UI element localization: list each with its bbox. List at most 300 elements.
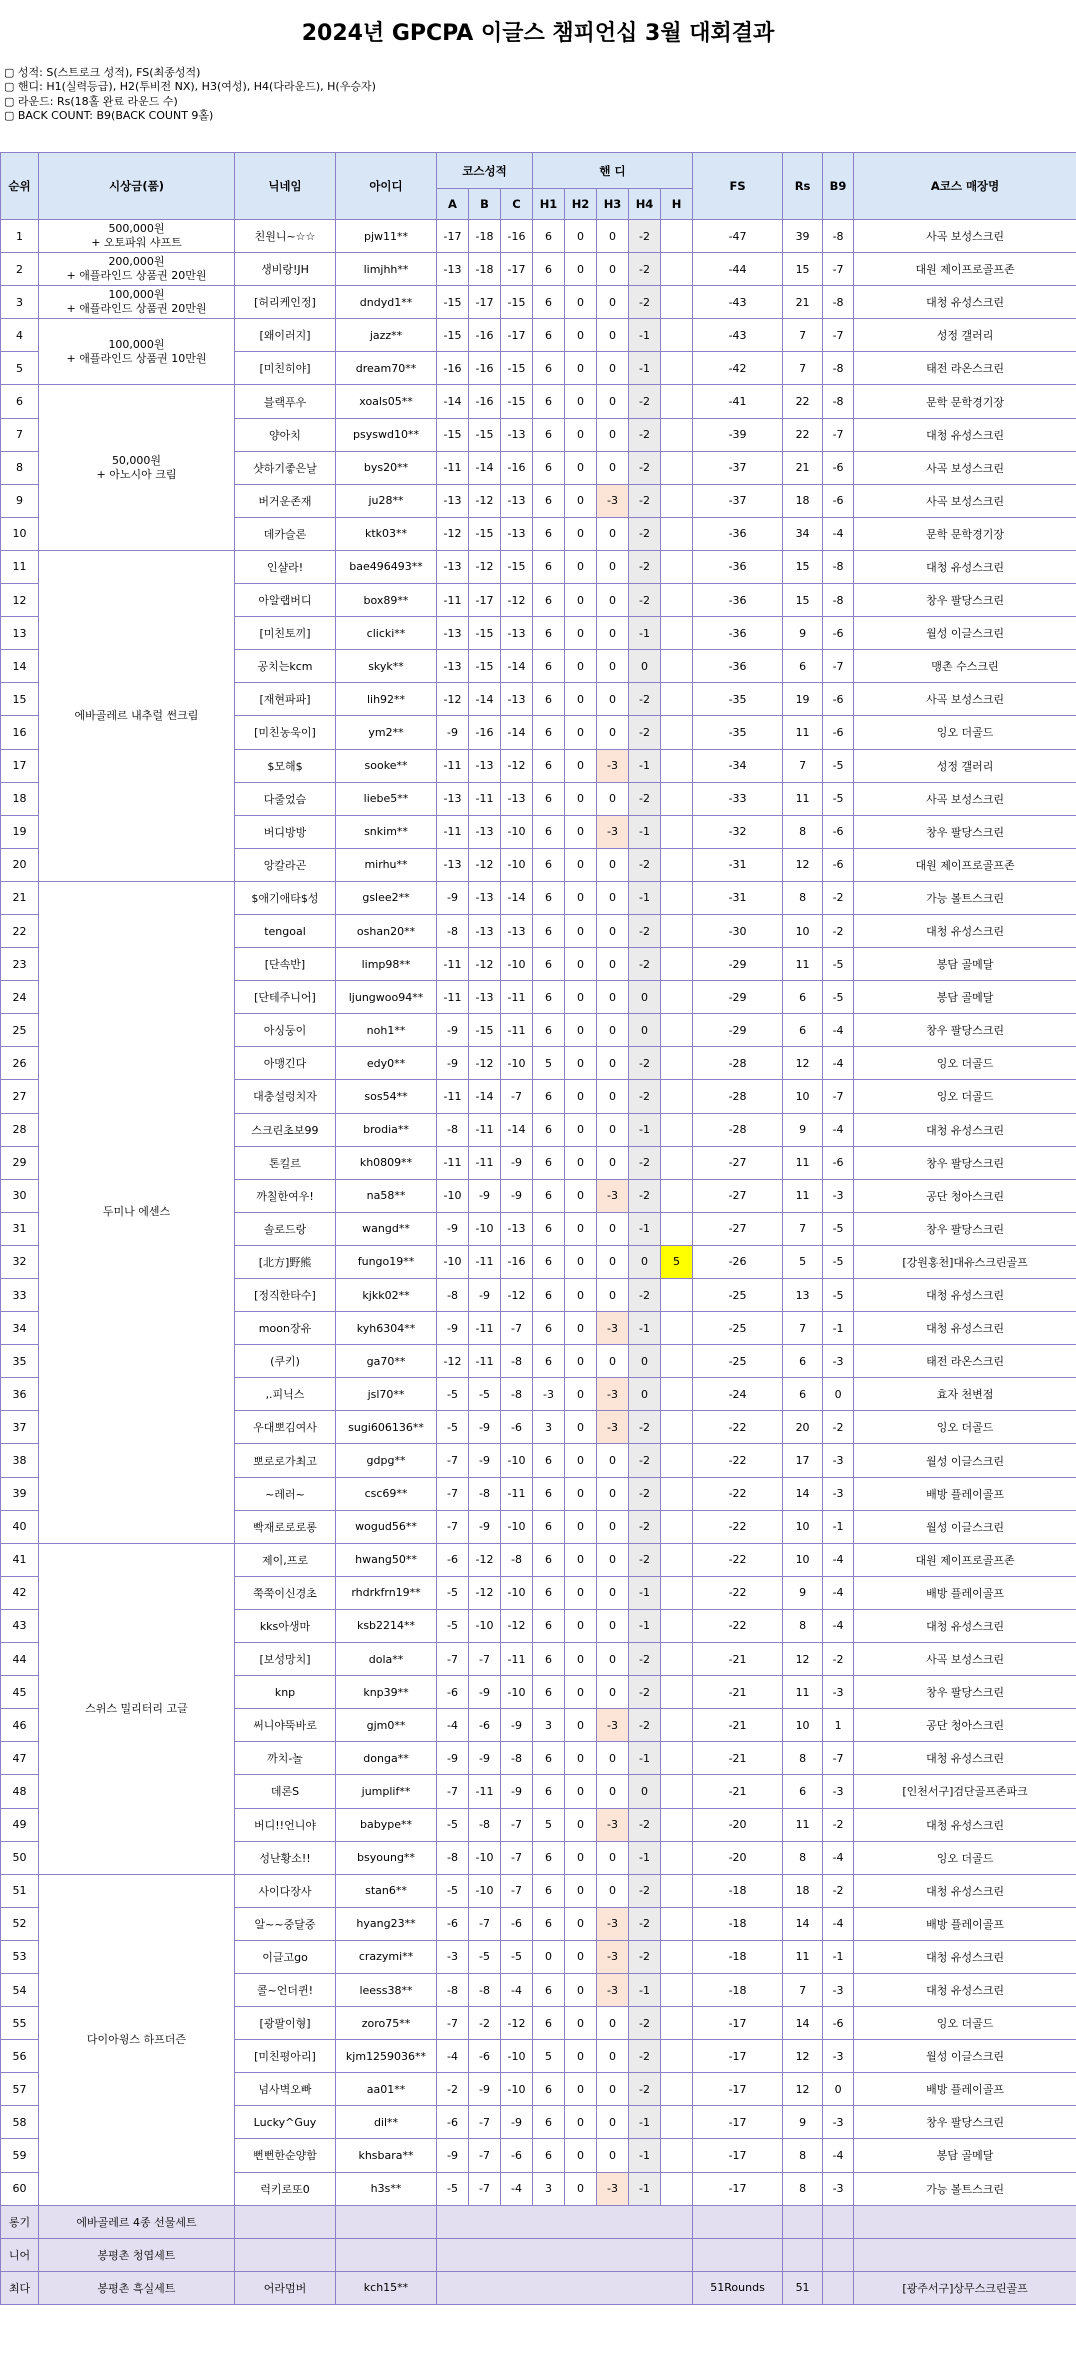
h-cell [661,1378,693,1411]
h2-cell: 0 [565,749,597,782]
rank-cell: 35 [1,1345,39,1378]
h4-cell: -2 [629,1080,661,1113]
h4-cell: -1 [629,815,661,848]
rs-cell: 7 [783,1973,823,2006]
nick-cell: 아맹긴다 [235,1047,336,1080]
id-cell: dndyd1** [336,286,437,319]
a-cell: -11 [437,451,469,484]
store-cell: 대청 유성스크린 [854,1609,1076,1642]
rs-cell: 6 [783,981,823,1014]
c-cell: -6 [501,1907,533,1940]
id-cell: donga** [336,1742,437,1775]
c-cell: -9 [501,1775,533,1808]
rank-cell: 12 [1,584,39,617]
b-cell: -8 [469,1477,501,1510]
h-cell [661,1047,693,1080]
rs-cell: 6 [783,1345,823,1378]
a-cell: -11 [437,1080,469,1113]
h1-cell: 3 [533,2172,565,2205]
store-cell: 대청 유성스크린 [854,550,1076,583]
award-store-cell: [광주서구]상무스크린골프 [854,2271,1076,2304]
rs-cell: 21 [783,286,823,319]
nick-cell: 샷하기좋은날 [235,451,336,484]
h-cell [661,1113,693,1146]
a-cell: -9 [437,881,469,914]
rs-cell: 12 [783,848,823,881]
h-cell [661,617,693,650]
id-cell: csc69** [336,1477,437,1510]
fs-cell: -47 [693,220,783,253]
h-cell [661,253,693,286]
h2-cell: 0 [565,1113,597,1146]
prize-cell [39,385,235,550]
id-cell: mirhu** [336,848,437,881]
h1-cell: 6 [533,352,565,385]
prize-line: + 오토파워 샤프트 [91,236,182,250]
a-cell: -13 [437,782,469,815]
h2-cell: 0 [565,1543,597,1576]
h2-cell: 0 [565,617,597,650]
h1-cell: 6 [533,2007,565,2040]
prize-line: 100,000원 [108,288,165,302]
rank-cell: 25 [1,1014,39,1047]
id-cell: box89** [336,584,437,617]
rank-cell: 40 [1,1510,39,1543]
nick-cell: $모해$ [235,749,336,782]
h-cell [661,220,693,253]
store-cell: 잉오 더골드 [854,1841,1076,1874]
a-cell: -7 [437,1643,469,1676]
rank-cell: 59 [1,2139,39,2172]
h4-cell: -2 [629,1907,661,1940]
rs-cell: 10 [783,1709,823,1742]
a-cell: -8 [437,1841,469,1874]
h3-cell: 0 [597,716,629,749]
b-cell: -5 [469,1940,501,1973]
a-cell: -14 [437,385,469,418]
h-cell [661,1709,693,1742]
rs-cell: 7 [783,1312,823,1345]
id-cell: bsyoung** [336,1841,437,1874]
rs-cell: 11 [783,1808,823,1841]
store-cell: 태전 라온스크린 [854,352,1076,385]
fs-cell: -28 [693,1113,783,1146]
h3-cell: 0 [597,1841,629,1874]
h3-cell: 0 [597,319,629,352]
b9-cell: -8 [823,352,854,385]
h4-cell: -2 [629,1510,661,1543]
id-cell: snkim** [336,815,437,848]
id-cell: liebe5** [336,782,437,815]
c-cell: -6 [501,1411,533,1444]
h2-cell: 0 [565,683,597,716]
h1-cell: 6 [533,848,565,881]
fs-cell: -28 [693,1047,783,1080]
h2-cell: 0 [565,782,597,815]
fs-cell: -22 [693,1411,783,1444]
rs-cell: 8 [783,881,823,914]
id-cell: edy0** [336,1047,437,1080]
a-cell: -6 [437,1907,469,1940]
fs-cell: -36 [693,650,783,683]
award-rs-cell [783,2205,823,2238]
h1-cell: 6 [533,1345,565,1378]
rs-cell: 8 [783,1841,823,1874]
h-cell [661,1742,693,1775]
fs-cell: -31 [693,848,783,881]
h4-cell: -2 [629,1676,661,1709]
c-cell: -12 [501,2007,533,2040]
b-cell: -5 [469,1378,501,1411]
rs-cell: 20 [783,1411,823,1444]
id-cell: sugi606136** [336,1411,437,1444]
h3-cell: 0 [597,948,629,981]
fs-cell: -17 [693,2106,783,2139]
b-cell: -9 [469,1676,501,1709]
rs-cell: 18 [783,1874,823,1907]
header-nickname: 닉네임 [235,153,336,220]
c-cell: -7 [501,1080,533,1113]
h1-cell: 6 [533,815,565,848]
h-cell [661,2073,693,2106]
h1-cell: 6 [533,1477,565,1510]
h4-cell: -1 [629,2139,661,2172]
prize-cell [39,319,235,385]
rs-cell: 15 [783,253,823,286]
prize-line: + 애플라인드 상품권 20만원 [66,269,207,283]
h2-cell: 0 [565,385,597,418]
h3-cell: 0 [597,1212,629,1245]
award-fs-cell: 51Rounds [693,2271,783,2304]
a-cell: -15 [437,418,469,451]
c-cell: -13 [501,617,533,650]
store-cell: 월성 이글스크린 [854,617,1076,650]
b-cell: -8 [469,1973,501,2006]
h2-cell: 0 [565,319,597,352]
h-cell [661,517,693,550]
fs-cell: -25 [693,1312,783,1345]
rank-cell: 15 [1,683,39,716]
rs-cell: 8 [783,1609,823,1642]
id-cell: psyswd10** [336,418,437,451]
nick-cell: [미친평아리] [235,2040,336,2073]
rs-cell: 6 [783,1378,823,1411]
c-cell: -14 [501,716,533,749]
nick-cell: 까칠한여우! [235,1179,336,1212]
h1-cell: 6 [533,1510,565,1543]
b-cell: -7 [469,1907,501,1940]
h4-cell: -2 [629,1477,661,1510]
rs-cell: 6 [783,1775,823,1808]
table-row [1,220,1076,253]
b9-cell: -4 [823,517,854,550]
b9-cell: -8 [823,385,854,418]
rank-cell: 4 [1,319,39,352]
h-cell [661,650,693,683]
prize-cell [39,881,235,1543]
h3-cell: 0 [597,1146,629,1179]
a-cell: -11 [437,1146,469,1179]
h3-cell: -3 [597,749,629,782]
store-cell: [강원홍천]대유스크린골프 [854,1245,1076,1278]
fs-cell: -18 [693,1874,783,1907]
h3-cell: 0 [597,2007,629,2040]
prize-line: 에바골레르 내추럴 썬크림 [74,708,199,722]
h2-cell: 0 [565,1576,597,1609]
b9-cell: -3 [823,1444,854,1477]
award-b9-cell [823,2271,854,2304]
a-cell: -16 [437,352,469,385]
b9-cell: -3 [823,1973,854,2006]
store-cell: 월성 이글스크린 [854,1510,1076,1543]
store-cell: 배방 플레이골프 [854,1576,1076,1609]
h1-cell: 6 [533,914,565,947]
a-cell: -13 [437,617,469,650]
a-cell: -13 [437,253,469,286]
id-cell: brodia** [336,1113,437,1146]
h4-cell: -2 [629,253,661,286]
a-cell: -12 [437,517,469,550]
rank-cell: 31 [1,1212,39,1245]
h4-cell: -1 [629,1576,661,1609]
store-cell: 대원 제이프로골프존 [854,848,1076,881]
nick-cell: 양아치 [235,418,336,451]
header-rank: 순위 [1,153,39,220]
award-empty-cell [437,2271,693,2304]
c-cell: -13 [501,782,533,815]
b-cell: -17 [469,286,501,319]
c-cell: -15 [501,550,533,583]
a-cell: -5 [437,1411,469,1444]
h3-cell: 0 [597,1775,629,1808]
h-cell [661,1179,693,1212]
h2-cell: 0 [565,716,597,749]
h4-cell: -2 [629,1874,661,1907]
table-row [1,881,1076,914]
store-cell: 공단 청아스크린 [854,1709,1076,1742]
h4-cell: -1 [629,617,661,650]
nick-cell: 공치는kcm [235,650,336,683]
h1-cell: 6 [533,484,565,517]
h2-cell: 0 [565,1047,597,1080]
rs-cell: 8 [783,2172,823,2205]
h2-cell: 0 [565,2139,597,2172]
fs-cell: -36 [693,617,783,650]
h2-cell: 0 [565,1609,597,1642]
rs-cell: 19 [783,683,823,716]
h3-cell: 0 [597,1080,629,1113]
h-cell [661,1411,693,1444]
c-cell: -13 [501,484,533,517]
h-cell [661,1973,693,2006]
b9-cell: -3 [823,1345,854,1378]
store-cell: 봉담 골메달 [854,2139,1076,2172]
store-cell: 대청 유성스크린 [854,1874,1076,1907]
rs-cell: 7 [783,319,823,352]
header-a: A [437,189,469,220]
store-cell: 대청 유성스크린 [854,1312,1076,1345]
store-cell: 공단 청아스크린 [854,1179,1076,1212]
h2-cell: 0 [565,517,597,550]
b-cell: -9 [469,1510,501,1543]
b9-cell: -2 [823,881,854,914]
h-cell [661,815,693,848]
rs-cell: 10 [783,1510,823,1543]
id-cell: aa01** [336,2073,437,2106]
h2-cell: 0 [565,1676,597,1709]
b-cell: -6 [469,1709,501,1742]
h-cell [661,1940,693,1973]
header-handicap: 핸 디 [533,153,693,189]
b-cell: -12 [469,484,501,517]
fs-cell: -29 [693,948,783,981]
h4-cell: -2 [629,782,661,815]
b-cell: -9 [469,1279,501,1312]
h4-cell: -2 [629,716,661,749]
store-cell: [인천서구]검단골프존파크 [854,1775,1076,1808]
b-cell: -18 [469,253,501,286]
nick-cell: 대충설렁치자 [235,1080,336,1113]
a-cell: -9 [437,1212,469,1245]
fs-cell: -30 [693,914,783,947]
c-cell: -7 [501,1841,533,1874]
h2-cell: 0 [565,1080,597,1113]
rank-cell: 14 [1,650,39,683]
h3-cell: 0 [597,1477,629,1510]
nick-cell: 까치-놀 [235,1742,336,1775]
rank-cell: 42 [1,1576,39,1609]
c-cell: -9 [501,1179,533,1212]
h4-cell: -1 [629,881,661,914]
h2-cell: 0 [565,1940,597,1973]
c-cell: -7 [501,1874,533,1907]
h4-cell: -2 [629,1643,661,1676]
b-cell: -9 [469,1444,501,1477]
c-cell: -14 [501,650,533,683]
h4-cell: -2 [629,1709,661,1742]
c-cell: -16 [501,451,533,484]
nick-cell: [미친농욱이] [235,716,336,749]
h2-cell: 0 [565,815,597,848]
award-fs-cell [693,2238,783,2271]
nick-cell: 넘사벽오빠 [235,2073,336,2106]
rs-cell: 14 [783,1907,823,1940]
b9-cell: -3 [823,1775,854,1808]
nick-cell: 뽀로로가최고 [235,1444,336,1477]
rank-cell: 28 [1,1113,39,1146]
a-cell: -5 [437,1808,469,1841]
h3-cell: -3 [597,2172,629,2205]
c-cell: -13 [501,418,533,451]
h-cell [661,1907,693,1940]
b-cell: -9 [469,1179,501,1212]
b9-cell: -4 [823,1609,854,1642]
h1-cell: 6 [533,1444,565,1477]
nick-cell: tengoal [235,914,336,947]
b-cell: -9 [469,1411,501,1444]
h4-cell: -2 [629,1179,661,1212]
b9-cell: -7 [823,1742,854,1775]
store-cell: 배방 플레이골프 [854,1477,1076,1510]
fs-cell: -25 [693,1279,783,1312]
rank-cell: 16 [1,716,39,749]
c-cell: -8 [501,1345,533,1378]
h1-cell: 6 [533,2139,565,2172]
h1-cell: 6 [533,1279,565,1312]
id-cell: hwang50** [336,1543,437,1576]
h1-cell: 6 [533,683,565,716]
fs-cell: -21 [693,1643,783,1676]
h-cell [661,782,693,815]
table-row [1,286,1076,319]
b9-cell: -7 [823,418,854,451]
b-cell: -11 [469,1775,501,1808]
header-b: B [469,189,501,220]
rank-cell: 45 [1,1676,39,1709]
rs-cell: 11 [783,1146,823,1179]
h1-cell: 5 [533,1047,565,1080]
rs-cell: 8 [783,1742,823,1775]
award-nick-cell [235,2205,336,2238]
h-cell [661,2040,693,2073]
nick-cell: ,.피닉스 [235,1378,336,1411]
h3-cell: 0 [597,1345,629,1378]
nick-cell: 아싱둥이 [235,1014,336,1047]
rank-cell: 2 [1,253,39,286]
id-cell: ga70** [336,1345,437,1378]
nick-cell: 다줄었슴 [235,782,336,815]
prize-line: 다이아윙스 하프더즌 [86,2032,187,2046]
store-cell: 사곡 보성스크린 [854,782,1076,815]
c-cell: -10 [501,848,533,881]
h3-cell: 0 [597,1279,629,1312]
h-cell [661,1808,693,1841]
id-cell: dream70** [336,352,437,385]
rank-cell: 55 [1,2007,39,2040]
h4-cell: -2 [629,584,661,617]
c-cell: -13 [501,914,533,947]
h1-cell: 6 [533,1576,565,1609]
fs-cell: -22 [693,1510,783,1543]
a-cell: -13 [437,848,469,881]
nick-cell: [단속반] [235,948,336,981]
id-cell: gjm0** [336,1709,437,1742]
id-cell: rhdrkfrn19** [336,1576,437,1609]
a-cell: -13 [437,550,469,583]
h2-cell: 0 [565,881,597,914]
nick-cell: 스크린초보99 [235,1113,336,1146]
id-cell: kjm1259036** [336,2040,437,2073]
h1-cell: 6 [533,1212,565,1245]
rs-cell: 8 [783,815,823,848]
store-cell: 대청 유성스크린 [854,1279,1076,1312]
store-cell: 대청 유성스크린 [854,286,1076,319]
b9-cell: -1 [823,1510,854,1543]
table-row [1,550,1076,583]
h3-cell: 0 [597,517,629,550]
h1-cell: 6 [533,220,565,253]
a-cell: -9 [437,1312,469,1345]
store-cell: 창우 팔당스크린 [854,815,1076,848]
h-cell [661,749,693,782]
id-cell: kyh6304** [336,1312,437,1345]
h-cell [661,1312,693,1345]
c-cell: -15 [501,286,533,319]
c-cell: -12 [501,1609,533,1642]
h-cell [661,1080,693,1113]
fs-cell: -25 [693,1345,783,1378]
id-cell: bys20** [336,451,437,484]
